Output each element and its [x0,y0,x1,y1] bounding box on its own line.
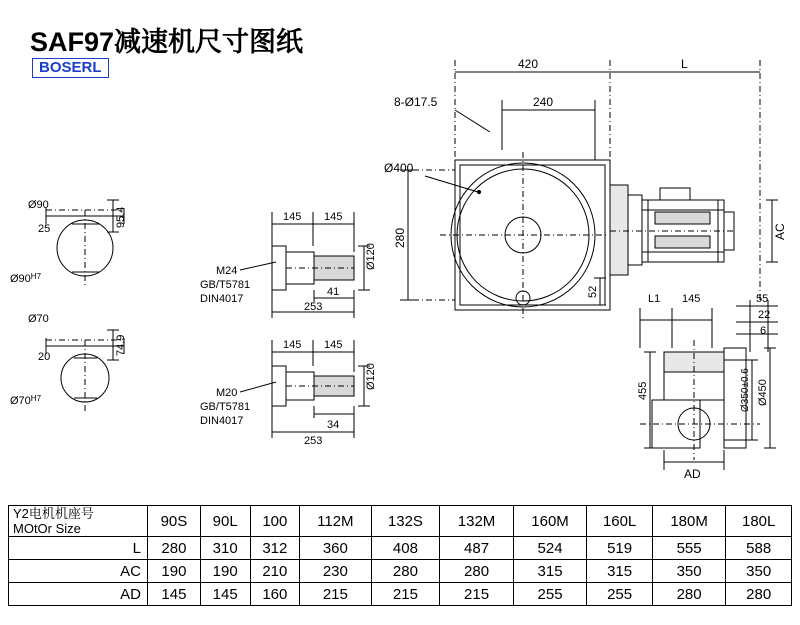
table-col-2: 100 [250,506,300,537]
cell: 555 [652,537,726,560]
cell: 215 [440,583,514,606]
label-253-a: 253 [304,301,323,313]
table-col-1: 90L [200,506,250,537]
label-240: 240 [533,95,554,109]
label-34: 34 [327,419,340,431]
label-25: 25 [38,223,51,235]
cell: 350 [726,560,792,583]
label-145-e: 145 [682,293,701,305]
page-title: SAF97减速机尺寸图纸 [30,27,304,57]
cell: 190 [148,560,201,583]
table-col-9: 180L [726,506,792,537]
label-d450: Ø450 [757,379,769,406]
cell: 524 [513,537,587,560]
label-gb-1: GB/T5781 [200,279,251,291]
label-95-4: 95.4 [115,206,127,228]
cell: 280 [440,560,514,583]
label-74-9: 74.9 [115,334,127,356]
cell: 315 [587,560,653,583]
label-d70h7: $Ø70^{H7}$ [10,394,42,407]
table-col-0: 90S [148,506,201,537]
dimension-table [8,505,792,606]
label-d350: Ø350±0.6 [740,368,751,412]
label-AD: AD [684,467,701,481]
label-d120-a: Ø120 [365,243,377,270]
label-6: 6 [760,325,767,337]
table-col-6: 160M [513,506,587,537]
label-41: 41 [327,286,340,298]
cell: 215 [371,583,440,606]
label-gb-2: GB/T5781 [200,401,251,413]
row-label-AD: AD [9,583,148,606]
label-145-a: 145 [283,211,302,223]
label-145-b: 145 [324,211,343,223]
cell: 487 [440,537,514,560]
label-din-2: DIN4017 [200,415,244,427]
label-55: 55 [756,293,769,305]
cell: 255 [587,583,653,606]
cell: 280 [371,560,440,583]
label-d70: Ø70 [28,313,49,325]
label-m24: M24 [216,265,238,277]
cell: 280 [148,537,201,560]
label-455: 455 [637,381,649,400]
shaft-70-view [46,330,124,412]
label-L1: L1 [648,293,661,305]
table-col-4: 132S [371,506,440,537]
cell: 255 [513,583,587,606]
label-L: L [681,57,688,71]
main-front-view [400,60,778,318]
table-row [9,583,792,606]
label-420: 420 [518,57,539,71]
label-8-d17-5: 8-Ø17.5 [394,95,438,109]
label-145-c: 145 [283,339,302,351]
row-label-L: L [9,537,148,560]
cell: 190 [200,560,250,583]
brand-logo: BOSERL [32,58,109,78]
cell: 160 [250,583,300,606]
table-col-7: 160L [587,506,653,537]
cell: 350 [652,560,726,583]
label-d90h7: $Ø90^{H7}$ [10,272,42,285]
cell: 210 [250,560,300,583]
cell: 408 [371,537,440,560]
label-m20: M20 [216,387,238,399]
cell: 230 [300,560,371,583]
cell: 315 [513,560,587,583]
label-145-d: 145 [324,339,343,351]
table-header-label: Y2电机机座号 MOtOr Size [9,506,148,537]
row-label-AC: AC [9,560,148,583]
cell: 588 [726,537,792,560]
cell: 145 [148,583,201,606]
label-280: 280 [393,227,407,248]
cell: 280 [726,583,792,606]
table-row-header [9,506,792,537]
label-20: 20 [38,351,51,363]
label-d120-b: Ø120 [365,363,377,390]
cell: 215 [300,583,371,606]
cell: 280 [652,583,726,606]
cell: 312 [250,537,300,560]
table-col-5: 132M [440,506,514,537]
table-row [9,537,792,560]
label-253-b: 253 [304,435,323,447]
label-d90: Ø90 [28,199,49,211]
bolt-m20-section [240,340,370,438]
table-row [9,560,792,583]
table-col-8: 180M [652,506,726,537]
label-d400: Ø400 [384,161,414,175]
label-AC: AC [773,223,787,240]
cell: 310 [200,537,250,560]
cell: 360 [300,537,371,560]
cell: 145 [200,583,250,606]
label-din-1: DIN4017 [200,293,244,305]
cell: 519 [587,537,653,560]
label-22: 22 [758,309,771,321]
label-52: 52 [587,285,599,298]
shaft-90-view [46,200,124,286]
table-col-3: 112M [300,506,371,537]
